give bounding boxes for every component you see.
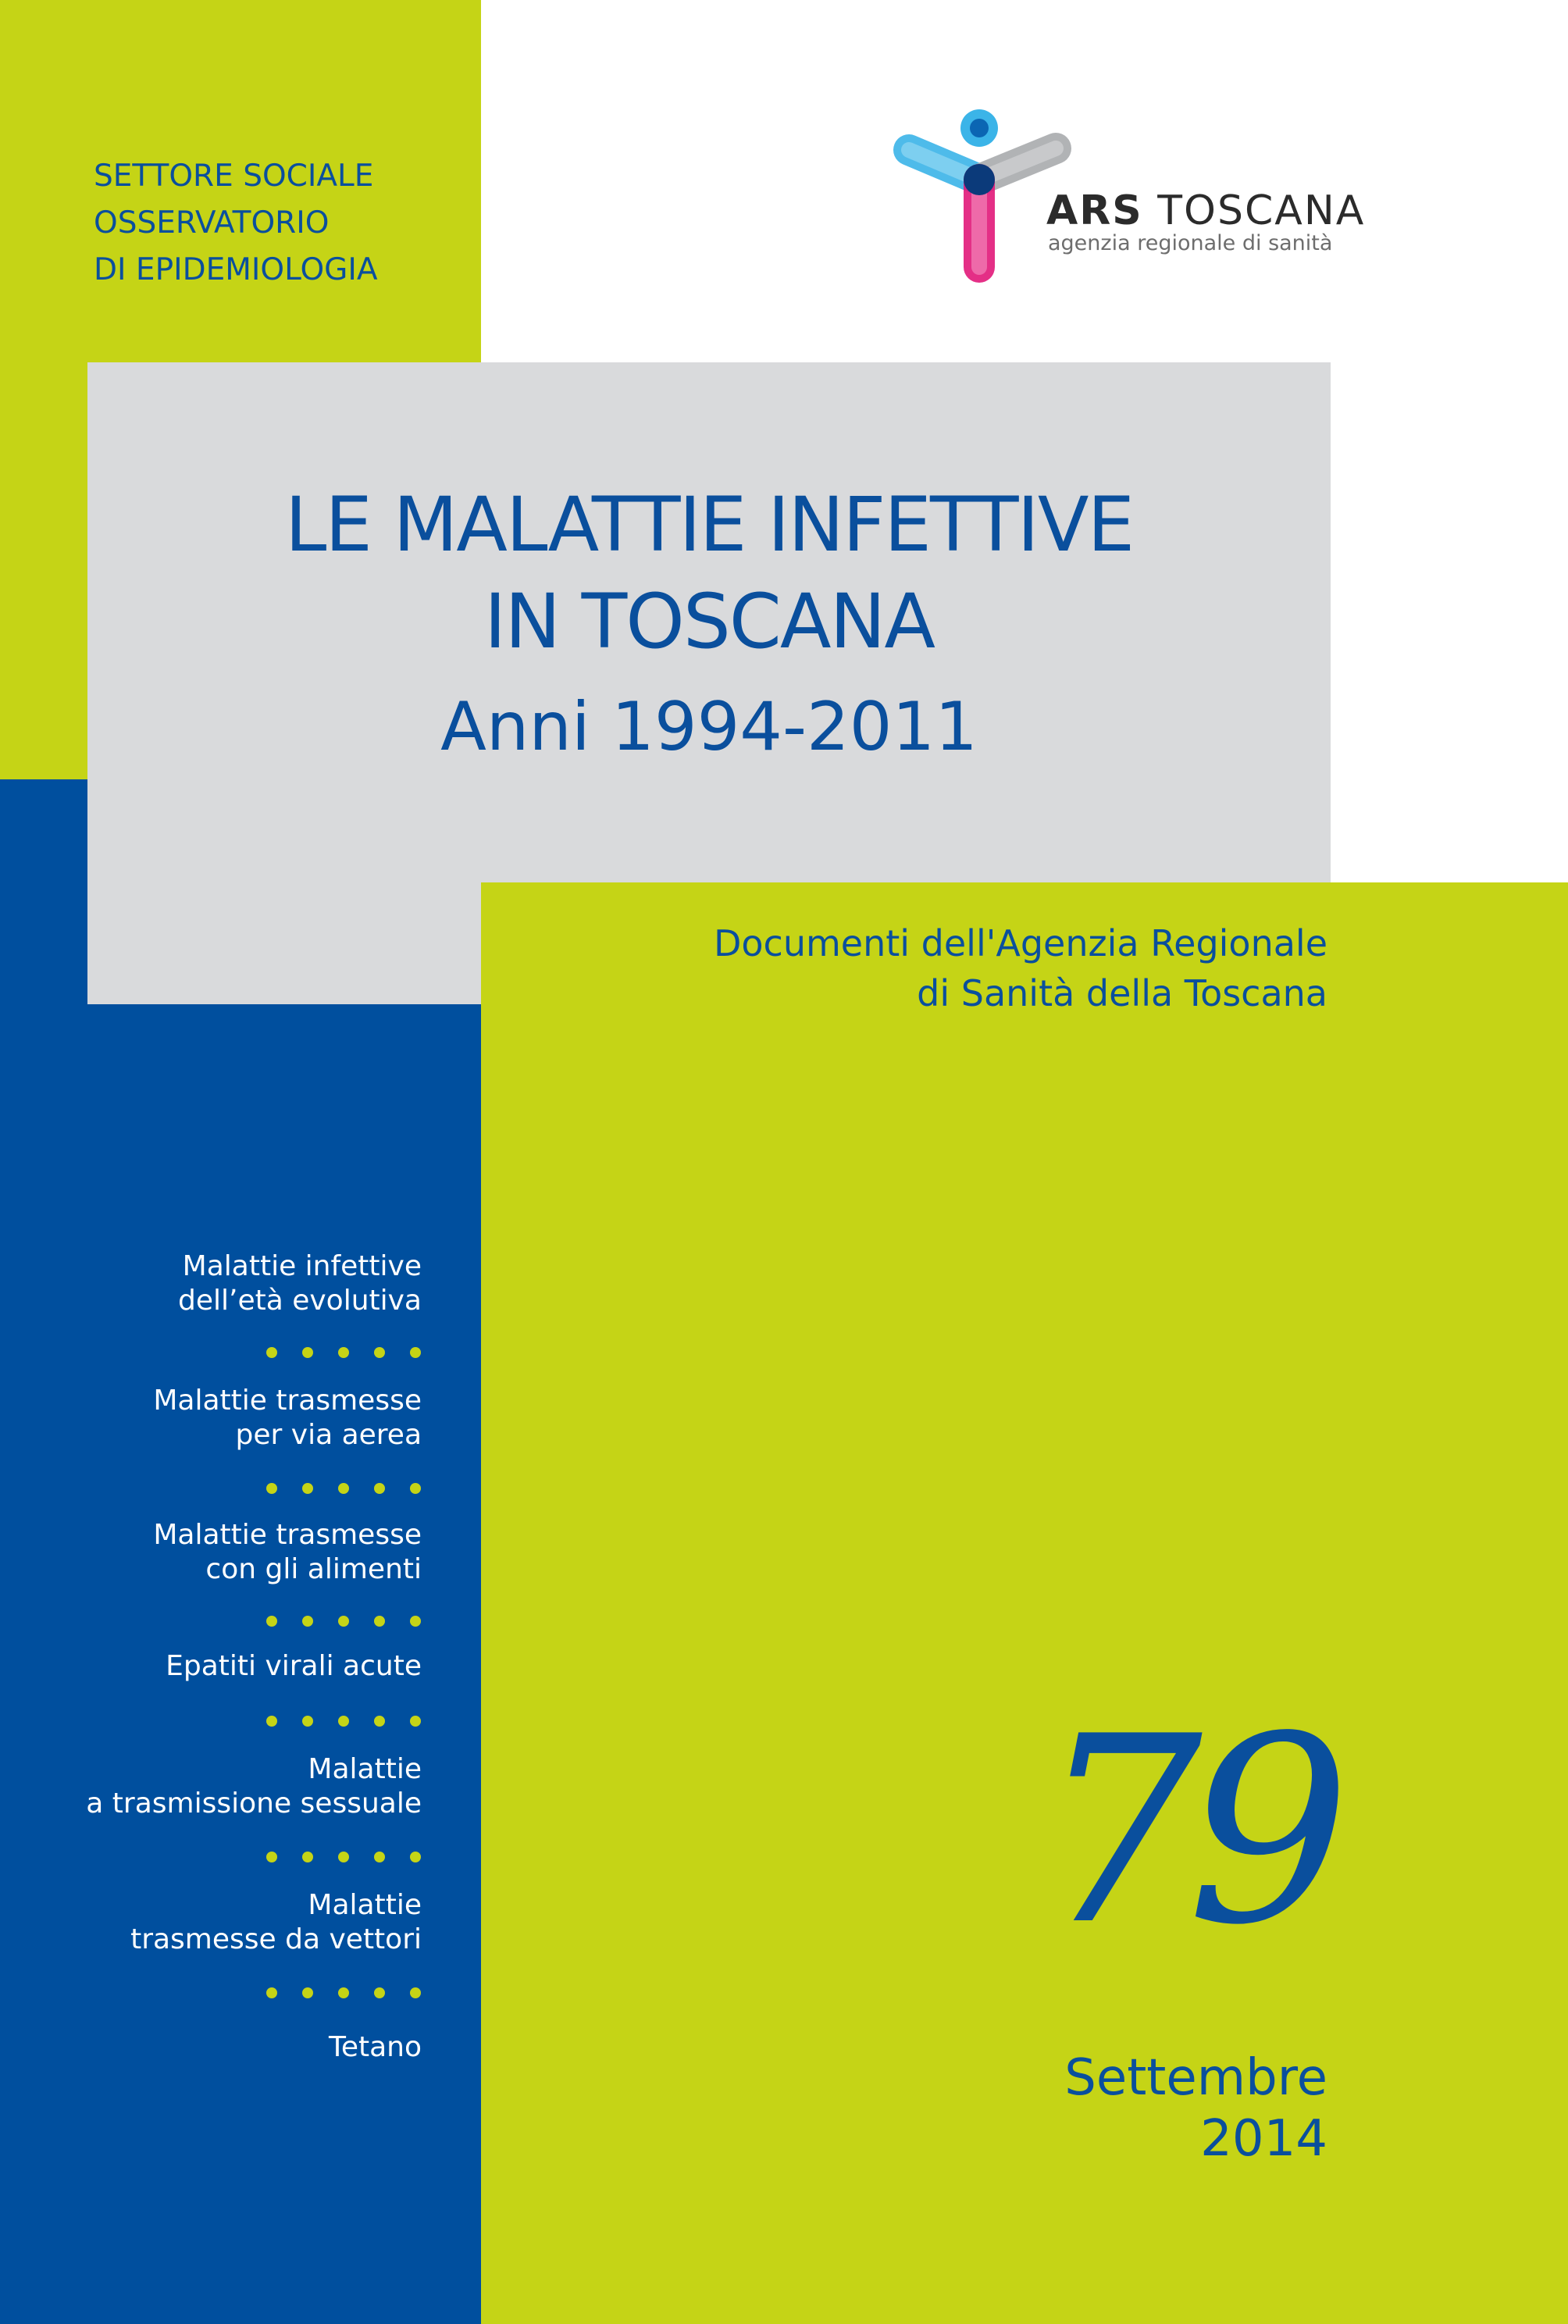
issue-number: 79 [1039,1681,1335,1981]
topic-item: Malattie infettive dell’età evolutiva [178,1250,422,1317]
sector-line: DI EPIDEMIOLOGIA [94,252,378,287]
series-line-1: Documenti dell'Agenzia Regionale [713,922,1327,964]
topic-item: Epatiti virali acute [166,1650,422,1682]
title-years: Anni 1994-2011 [440,688,978,766]
title-line-2: IN TOSCANA [484,578,934,665]
topic-item: Tetano [328,2031,422,2063]
topic-item: Malattie a trasmissione sessuale [86,1753,422,1820]
series-name [500,918,1327,1018]
sector-header [94,153,469,294]
sector-line: SETTORE SOCIALE [94,159,374,194]
logo-tagline: agenzia regionale di sanità [1048,231,1333,255]
dots-divider-icon [265,1987,422,1999]
sector-line: OSSERVATORIO [94,205,330,241]
dots-divider-icon [265,1346,422,1359]
dots-divider-icon [265,1851,422,1863]
title-line-1: LE MALATTIE INFETTIVE [284,481,1134,569]
series-line-2: di Sanità della Toscana [917,972,1327,1014]
topic-item: Malattie trasmesse con gli alimenti [153,1519,422,1585]
topic-item: Malattie trasmesse per via aerea [153,1385,422,1451]
logo-name: ARS TOSCANA [1046,187,1366,234]
date-month: Settembre [1064,2049,1327,2107]
dots-divider-icon [265,1615,422,1627]
document-title [87,476,1331,770]
publication-date [937,2048,1327,2169]
dots-divider-icon [265,1715,422,1727]
date-year: 2014 [1200,2110,1327,2168]
dots-divider-icon [265,1482,422,1495]
topic-item: Malattie trasmesse da vettori [130,1889,422,1955]
